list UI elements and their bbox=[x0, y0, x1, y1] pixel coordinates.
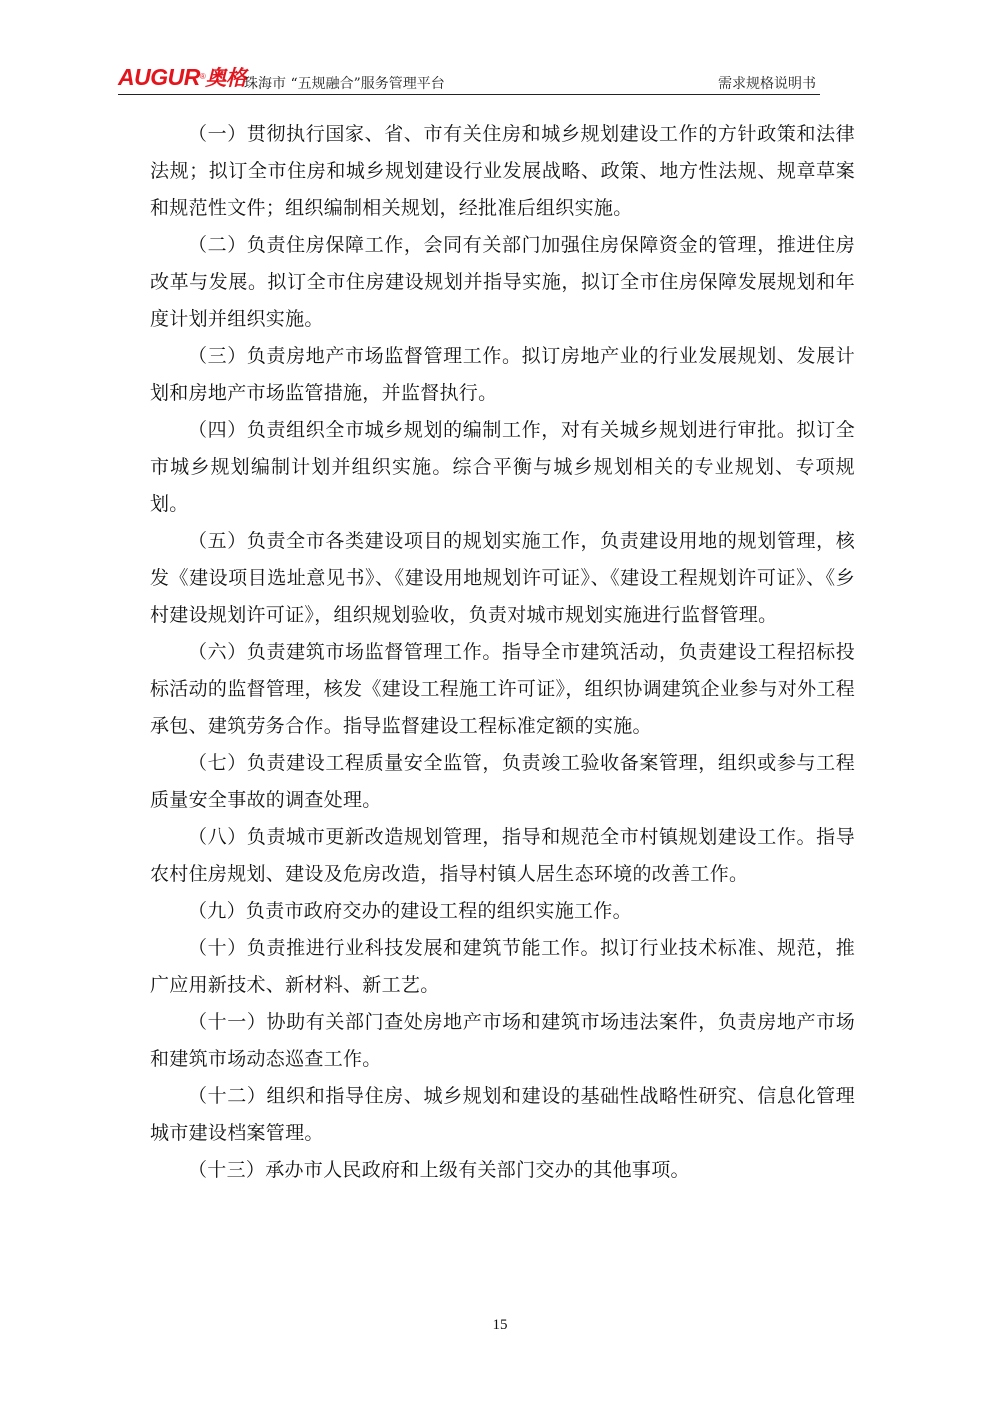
duty-paragraph-5: （五）负责全市各类建设项目的规划实施工作，负责建设用地的规划管理，核发《建设项目选址意见书》、《建设用地规划许可证》、《建设工程规划许可证》、《乡村建设规划许可证》，组织规划验收，负责对城市规划实施进行监督管理。 bbox=[150, 530, 855, 626]
duty-paragraph-2: （二）负责住房保障工作，会同有关部门加强住房保障资金的管理，推进住房改革与发展。拟订全市住房建设规划并指导实施，拟订全市住房保障发展规划和年度计划并组织实施。 bbox=[150, 234, 855, 330]
duty-paragraph-12: （十二）组织和指导住房、城乡规划和建设的基础性战略性研究、信息化管理城市建设档案管理。 bbox=[150, 1085, 855, 1144]
logo-registered-mark: ® bbox=[199, 72, 206, 81]
document-body bbox=[150, 116, 855, 1189]
duty-paragraph-6: （六）负责建筑市场监督管理工作。指导全市建筑活动，负责建设工程招标投标活动的监督管理，核发《建设工程施工许可证》，组织协调建筑企业参与对外工程承包、建筑劳务合作。指导监督建设工程标准定额的实施。 bbox=[150, 641, 855, 737]
duty-paragraph-1: （一）贯彻执行国家、省、市有关住房和城乡规划建设工作的方针政策和法律法规；拟订全市住房和城乡规划建设行业发展战略、政策、地方性法规、规章草案和规范性文件；组织编制相关规划，经批准后组织实施。 bbox=[150, 123, 855, 219]
page-number: 15 bbox=[492, 1317, 508, 1333]
duty-paragraph-13: （十三）承办市人民政府和上级有关部门交办的其他事项。 bbox=[188, 1159, 690, 1181]
document-type: 需求规格说明书 bbox=[718, 76, 816, 92]
logo-latin-text: AUGUR bbox=[118, 64, 200, 90]
duty-paragraph-8: （八）负责城市更新改造规划管理，指导和规范全市村镇规划建设工作。指导农村住房规划、建设及危房改造，指导村镇人居生态环境的改善工作。 bbox=[150, 826, 855, 885]
duty-paragraph-3: （三）负责房地产市场监督管理工作。拟订房地产业的行业发展规划、发展计划和房地产市场监管措施，并监督执行。 bbox=[150, 345, 855, 404]
duty-paragraph-11: （十一）协助有关部门查处房地产市场和建筑市场违法案件，负责房地产市场和建筑市场动态巡查工作。 bbox=[150, 1011, 855, 1070]
page-header bbox=[118, 62, 820, 95]
duty-paragraph-4: （四）负责组织全市城乡规划的编制工作，对有关城乡规划进行审批。拟订全市城乡规划编制计划并组织实施。综合平衡与城乡规划相关的专业规划、专项规划。 bbox=[150, 419, 855, 515]
duty-paragraph-9: （九）负责市政府交办的建设工程的组织实施工作。 bbox=[188, 900, 632, 922]
platform-title: 珠海市 “五规融合”服务管理平台 bbox=[244, 76, 445, 92]
augur-logo bbox=[118, 64, 246, 92]
duty-paragraph-7: （七）负责建设工程质量安全监管，负责竣工验收备案管理，组织或参与工程质量安全事故的调查处理。 bbox=[150, 752, 855, 811]
duty-paragraph-10: （十）负责推进行业科技发展和建筑节能工作。拟订行业技术标准、规范，推广应用新技术、新材料、新工艺。 bbox=[150, 937, 855, 996]
logo-chinese-text: 奥格 bbox=[205, 67, 247, 90]
